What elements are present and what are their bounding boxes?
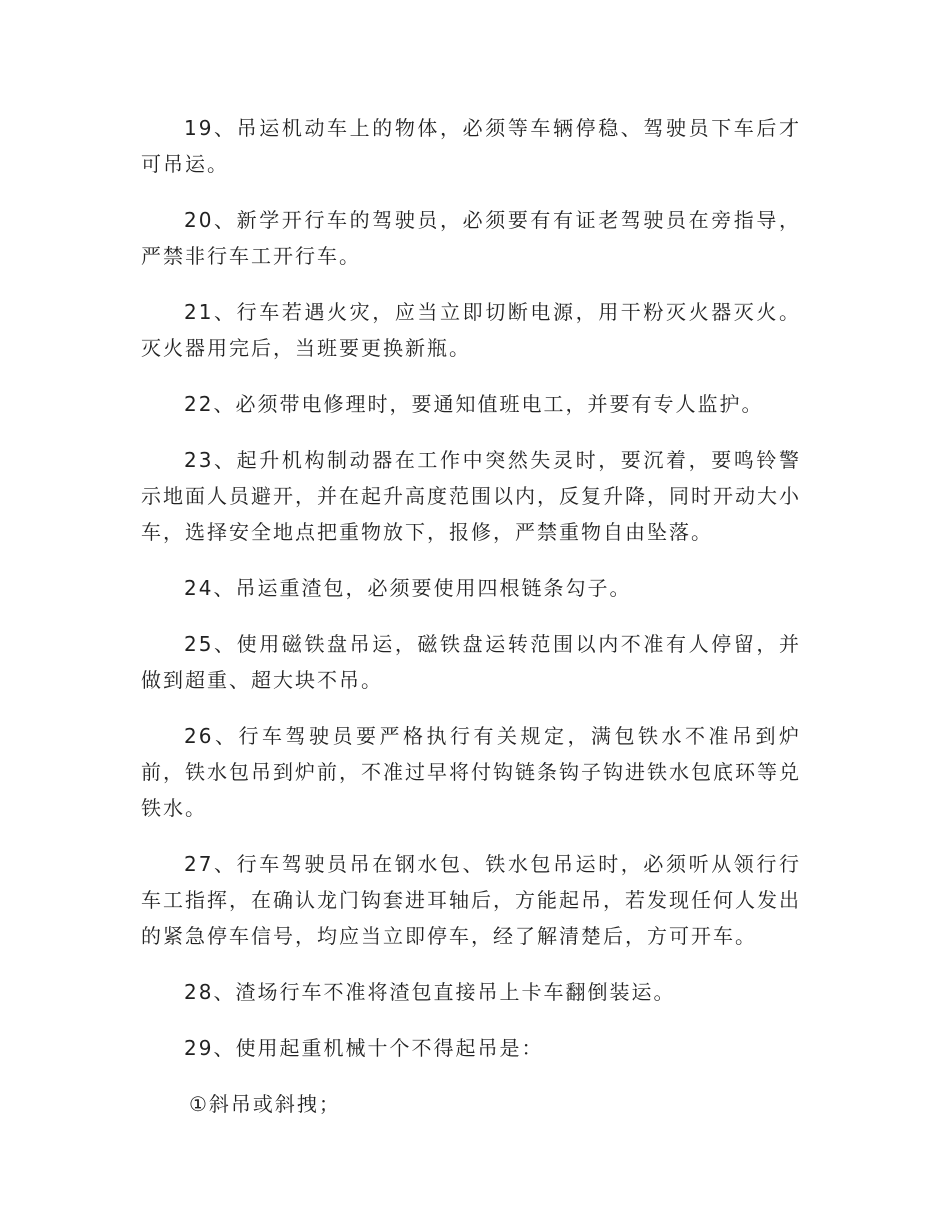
paragraph-21: 21、行车若遇火灾，应当立即切断电源，用干粉灭火器灭火。灭火器用完后，当班要更换新瓶。 — [141, 300, 801, 360]
paragraph-26: 26、行车驾驶员要严格执行有关规定，满包铁水不准吊到炉前，铁水包吊到炉前，不准过早将付钩链条钩子钩进铁水包底环等兑铁水。 — [141, 724, 801, 820]
paragraph-27: 27、行车驾驶员吊在钢水包、铁水包吊运时，必须听从领行行车工指挥，在确认龙门钩套进耳轴后，方能起吊，若发现任何人发出的紧急停车信号，均应当立即停车，经了解清楚后，方可开车。 — [141, 852, 801, 948]
paragraph-20: 20、新学开行车的驾驶员，必须要有有证老驾驶员在旁指导，严禁非行车工开行车。 — [141, 208, 801, 268]
paragraph-22: 22、必须带电修理时，要通知值班电工，并要有专人监护。 — [184, 392, 764, 416]
list-item-1: ①斜吊或斜拽； — [189, 1092, 341, 1116]
paragraph-29: 29、使用起重机械十个不得起吊是： — [184, 1036, 544, 1060]
paragraph-23: 23、起升机构制动器在工作中突然失灵时，要沉着，要鸣铃警示地面人员避开，并在起升高度范围以内，反复升降，同时开动大小车，选择安全地点把重物放下，报修，严禁重物自由坠落。 — [141, 448, 801, 544]
document-body — [141, 110, 801, 1142]
paragraph-25: 25、使用磁铁盘吊运，磁铁盘运转范围以内不准有人停留，并做到超重、超大块不吊。 — [141, 632, 801, 692]
paragraph-19: 19、吊运机动车上的物体，必须等车辆停稳、驾驶员下车后才可吊运。 — [141, 116, 801, 176]
paragraph-24: 24、吊运重渣包，必须要使用四根链条勾子。 — [184, 576, 632, 600]
paragraph-28: 28、渣场行车不准将渣包直接吊上卡车翻倒装运。 — [184, 980, 676, 1004]
